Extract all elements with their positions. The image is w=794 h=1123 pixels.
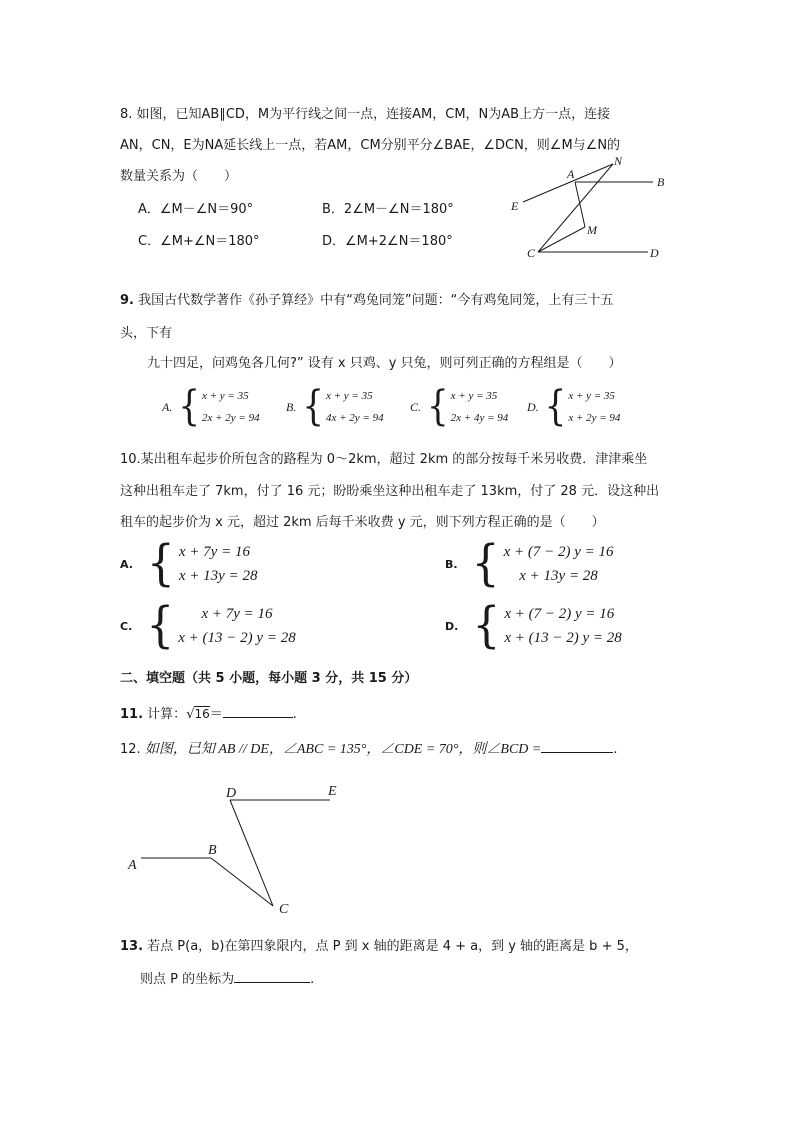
q8-line-am	[575, 182, 585, 227]
q8-option-c: C．∠M+∠N＝180°	[138, 234, 260, 249]
q9-b-eq1: x + y = 35	[325, 390, 373, 402]
q8-label-d: D	[650, 246, 659, 260]
q13-line1	[120, 935, 638, 954]
q10-option-a	[120, 535, 258, 592]
q10-b-eq2: x + 13y = 28	[519, 568, 598, 584]
q8-label-e: E	[511, 199, 519, 213]
q9-a-eq1: x + y = 35	[201, 390, 249, 402]
q9-d-eq1: x + y = 35	[568, 390, 615, 402]
q13-line2	[140, 968, 314, 987]
q9-c-eq2: 2x + 4y = 94	[450, 412, 509, 424]
q12-line	[120, 738, 618, 758]
q13-number: 13.	[120, 939, 144, 954]
q12-answer-blank[interactable]	[541, 752, 613, 753]
sqrt-icon: √	[186, 707, 195, 722]
brace-icon: {	[178, 383, 200, 431]
q8-label-c: C	[527, 246, 536, 260]
q8-figure	[505, 152, 675, 264]
q11-radicand: 16	[194, 707, 210, 721]
q9-option-d-label: D.	[527, 399, 539, 414]
q8-line1: 8. 如图，已知AB∥CD，M为平行线之间一点，连接AM，CM，N为AB上方一点，连接	[120, 107, 611, 122]
q10-option-c-label: C.	[120, 619, 133, 633]
q11-text: 计算：	[147, 707, 187, 722]
q8-label-n: N	[614, 154, 623, 168]
q13-text2: 则点 P 的坐标为	[140, 972, 235, 987]
q9-option-a	[162, 385, 260, 429]
q13-text1: 若点 P(a，b)在第四象限内，点 P 到 x 轴的距离是 4 + a，到 y 轴的距离是 b + 5，	[147, 939, 638, 954]
q12-label-b: B	[208, 843, 217, 858]
q9-a-eq2: 2x + 2y = 94	[201, 412, 260, 424]
q12-end: .	[613, 742, 618, 757]
q11-answer-blank[interactable]	[223, 717, 293, 718]
q8-option-a: A．∠M－∠N＝90°	[138, 202, 254, 217]
q10-b-eq1: x + (7 − 2) y = 16	[503, 544, 614, 560]
q8-label-a: A	[567, 167, 575, 181]
brace-icon: {	[146, 535, 175, 592]
q12-text: 如图，已知 AB // DE，∠ABC = 135°，∠CDE = 70°，则∠BCD =	[144, 742, 542, 757]
q9-number: 9.	[120, 293, 134, 308]
q8-option-d: D．∠M+2∠N＝180°	[322, 234, 453, 249]
q9-option-d	[527, 385, 620, 429]
q12-label-a: A	[128, 858, 137, 873]
q12-label-d: D	[226, 786, 237, 801]
q13-answer-blank[interactable]	[234, 982, 310, 983]
q13-end: .	[310, 972, 315, 987]
q10-c-eq2: x + (13 − 2) y = 28	[178, 630, 296, 646]
q10-line2: 这种出租车走了 7km，付了 16 元；盼盼乘坐这种出租车走了 13km，付了 28 元．设这种出	[120, 484, 660, 499]
q10-option-d	[445, 597, 622, 654]
q9-line2: 头，下有	[120, 326, 173, 341]
q10-option-d-label: D.	[445, 619, 459, 633]
q9-option-a-label: A.	[162, 399, 173, 414]
q9-line3: 九十四足，问鸡兔各几何?” 设有 x 只鸡、y 只兔，则可列正确的方程组是（ ）	[147, 356, 622, 371]
q9-option-b	[286, 385, 384, 429]
q10-line3: 租车的起步价为 x 元，超过 2km 后每千米收费 y 元，则下列方程正确的是（ ）	[120, 515, 605, 530]
q11-line	[120, 703, 297, 722]
q8-option-b: B．2∠M－∠N＝180°	[322, 202, 454, 217]
q11-equals: ＝	[209, 707, 223, 722]
q12-label-e: E	[328, 784, 337, 799]
q9-line1	[120, 289, 613, 308]
q10-option-b	[445, 535, 614, 592]
q12-label-c: C	[279, 902, 289, 917]
q10-a-eq2: x + 13y = 28	[178, 568, 258, 584]
brace-icon: {	[427, 383, 449, 431]
brace-icon: {	[472, 597, 501, 654]
q9-b-eq2: 4x + 2y = 94	[325, 412, 384, 424]
q9-c-eq1: x + y = 35	[450, 390, 498, 402]
q9-text1: 我国古代数学著作《孙子算经》中有“鸡兔同笼”问题：“今有鸡兔同笼，上有三十五	[138, 293, 614, 308]
q12-line-cd	[230, 800, 273, 906]
brace-icon: {	[302, 383, 324, 431]
q10-option-c	[120, 597, 296, 654]
q9-option-c-label: C.	[410, 399, 422, 414]
q8-line-cn	[538, 164, 613, 252]
q10-a-eq1: x + 7y = 16	[178, 544, 250, 560]
q9-option-c	[410, 385, 508, 429]
q8-line2: AN，CN，E为NA延长线上一点，若AM，CM分别平分∠BAE，∠DCN，则∠M与∠N的	[120, 138, 621, 153]
q8-label-b: B	[657, 175, 665, 189]
q11-number: 11.	[120, 707, 144, 722]
section2-heading: 二、填空题（共 5 小题，每小题 3 分，共 15 分）	[120, 671, 418, 686]
brace-icon: {	[544, 383, 567, 431]
q10-c-eq1: x + 7y = 16	[201, 606, 273, 622]
q12-number: 12.	[120, 742, 141, 757]
q9-d-eq2: x + 2y = 94	[568, 412, 621, 424]
q8-line-cm	[538, 227, 585, 252]
brace-icon: {	[471, 535, 500, 592]
q10-line1: 10.某出租车起步价所包含的路程为 0～2km，超过 2km 的部分按每千米另收费．津津乘坐	[120, 452, 648, 467]
q10-d-eq2: x + (13 − 2) y = 28	[504, 630, 622, 646]
q9-option-b-label: B.	[286, 399, 297, 414]
brace-icon: {	[146, 597, 175, 654]
q8-line3: 数量关系为（ ）	[120, 169, 238, 184]
q12-figure	[120, 778, 350, 920]
q10-option-b-label: B.	[445, 557, 458, 571]
q8-label-m: M	[587, 223, 597, 237]
q10-d-eq1: x + (7 − 2) y = 16	[504, 606, 615, 622]
q11-end: .	[292, 707, 297, 722]
q10-option-a-label: A.	[120, 557, 133, 571]
